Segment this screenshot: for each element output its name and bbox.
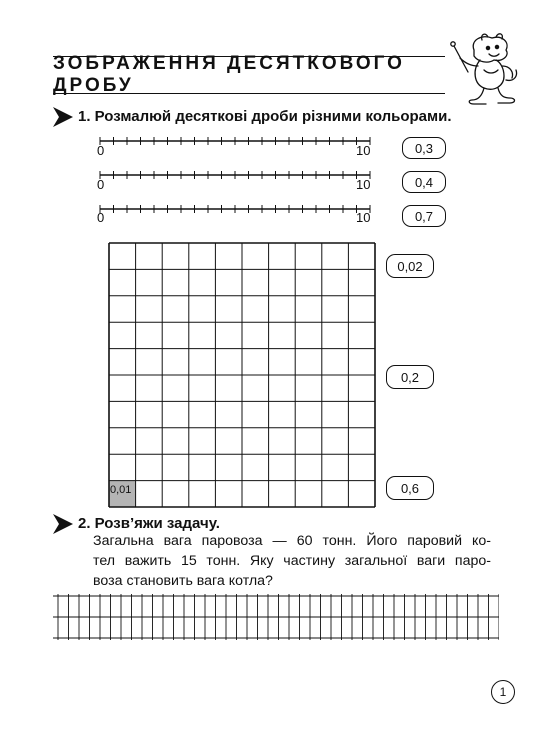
fraction-box: 0,02 — [386, 254, 434, 278]
page-number: 1 — [491, 680, 515, 704]
number-line-start: 0 — [97, 143, 105, 158]
fraction-box: 0,7 — [402, 205, 446, 227]
number-line-end: 10 — [356, 177, 371, 192]
task1-heading: 1. Розмалюй десяткові дроби різними кольорами. — [78, 108, 452, 125]
problem-line: тел важить 15 тонн. Яку частину загальної ваги паро- — [93, 553, 491, 569]
answer-writing-grid[interactable] — [53, 594, 499, 640]
number-line-end: 10 — [356, 210, 371, 225]
problem-line: Загальна вага паровоза — 60 тонн. Його паровий ко- — [93, 533, 491, 549]
title-bottom-rule — [53, 93, 445, 94]
task2-heading: 2. Розв’яжи задачу. — [78, 515, 220, 532]
number-line-ticks — [95, 126, 375, 156]
fraction-box: 0,4 — [402, 171, 446, 193]
page-title: ЗОБРАЖЕННЯ ДЕСЯТКОВОГО ДРОБУ — [53, 53, 405, 96]
number-line-start: 0 — [97, 210, 105, 225]
filled-cell-label: 0,01 — [110, 484, 132, 496]
fraction-box: 0,6 — [386, 476, 434, 500]
task-arrow-icon — [53, 107, 73, 127]
fraction-box: 0,3 — [402, 137, 446, 159]
hundred-square-grid — [108, 242, 376, 508]
number-line-ticks — [95, 194, 375, 224]
number-line-end: 10 — [356, 143, 371, 158]
number-line-ticks — [95, 160, 375, 190]
number-line-start: 0 — [97, 177, 105, 192]
fraction-box: 0,2 — [386, 365, 434, 389]
problem-text — [93, 531, 491, 591]
mascot-illustration — [444, 32, 522, 108]
task-arrow-icon — [53, 514, 73, 534]
problem-line: воза становить вага котла? — [93, 573, 273, 589]
